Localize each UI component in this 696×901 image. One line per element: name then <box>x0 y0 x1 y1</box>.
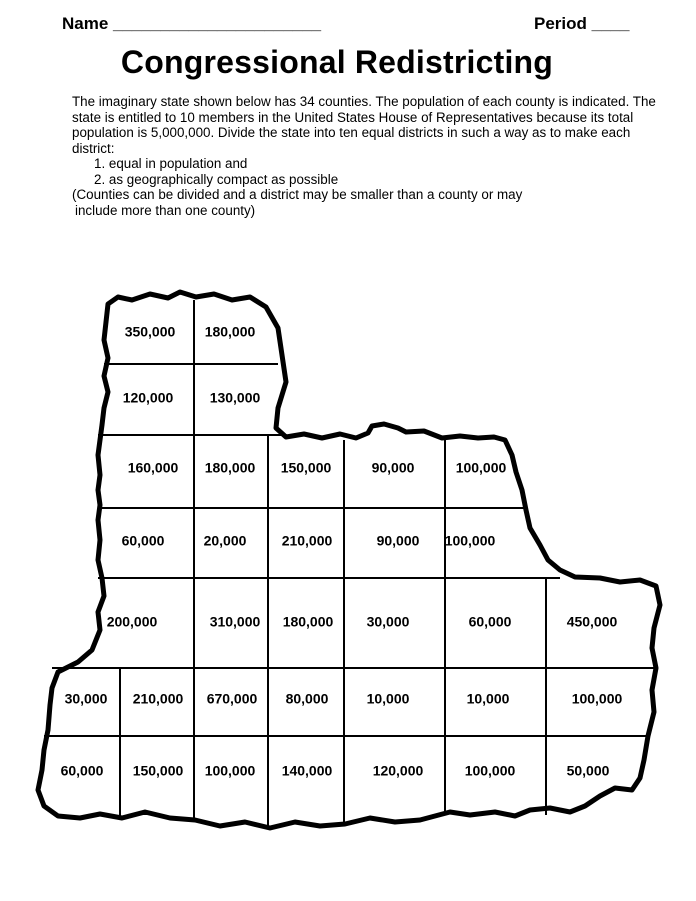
county-population: 30,000 <box>64 690 108 707</box>
county-population: 210,000 <box>281 532 333 549</box>
county-population: 100,000 <box>571 690 623 707</box>
county-population: 10,000 <box>466 690 510 707</box>
county-grid-lines <box>44 300 656 826</box>
county-population: 50,000 <box>566 762 610 779</box>
note-line: include more than one county) <box>75 202 256 218</box>
county-population: 60,000 <box>121 532 165 549</box>
state-border <box>38 292 660 828</box>
county-population: 150,000 <box>280 459 332 476</box>
county-population: 180,000 <box>282 613 334 630</box>
county-population: 180,000 <box>204 323 256 340</box>
period-field-label: Period ____ <box>534 14 630 33</box>
criteria-item: 1. equal in population and <box>94 156 248 171</box>
county-population: 90,000 <box>371 459 415 476</box>
county-population: 200,000 <box>106 613 158 630</box>
page-title: Congressional Redistricting <box>120 44 554 80</box>
name-field-label: Name ______________________ <box>62 14 322 33</box>
county-population-labels <box>61 324 623 779</box>
county-population: 670,000 <box>206 690 258 707</box>
county-population: 160,000 <box>127 459 179 476</box>
county-population: 100,000 <box>464 762 516 779</box>
county-population: 100,000 <box>444 532 496 549</box>
county-population: 60,000 <box>468 613 512 630</box>
criteria-item: 2. as geographically compact as possible <box>94 171 339 187</box>
county-population: 180,000 <box>204 459 256 476</box>
county-population: 20,000 <box>203 532 247 549</box>
county-population: 60,000 <box>60 762 104 779</box>
county-population: 450,000 <box>566 613 618 630</box>
county-population: 120,000 <box>122 389 174 406</box>
county-population: 30,000 <box>366 613 410 630</box>
county-population: 130,000 <box>209 389 261 406</box>
county-population: 310,000 <box>209 613 261 630</box>
instructions-paragraph: The imaginary state shown below has 34 counties. The population of each county is indicated. The state is entitled to 10 members in the United States House of Representatives because its total population is 5,000,000. Divide the state into ten equal districts in such a way as to make each district: <box>72 94 656 156</box>
note-line: (Counties can be divided and a district may be smaller than a county or may <box>72 187 523 202</box>
county-population: 150,000 <box>132 762 184 779</box>
county-population: 140,000 <box>281 762 333 779</box>
county-population: 350,000 <box>124 323 176 340</box>
county-population: 120,000 <box>372 762 424 779</box>
county-population: 210,000 <box>132 690 184 707</box>
county-population: 10,000 <box>366 690 410 707</box>
county-population: 100,000 <box>204 762 256 779</box>
county-population: 90,000 <box>376 532 420 549</box>
county-population: 100,000 <box>455 459 507 476</box>
county-population: 80,000 <box>285 690 329 707</box>
